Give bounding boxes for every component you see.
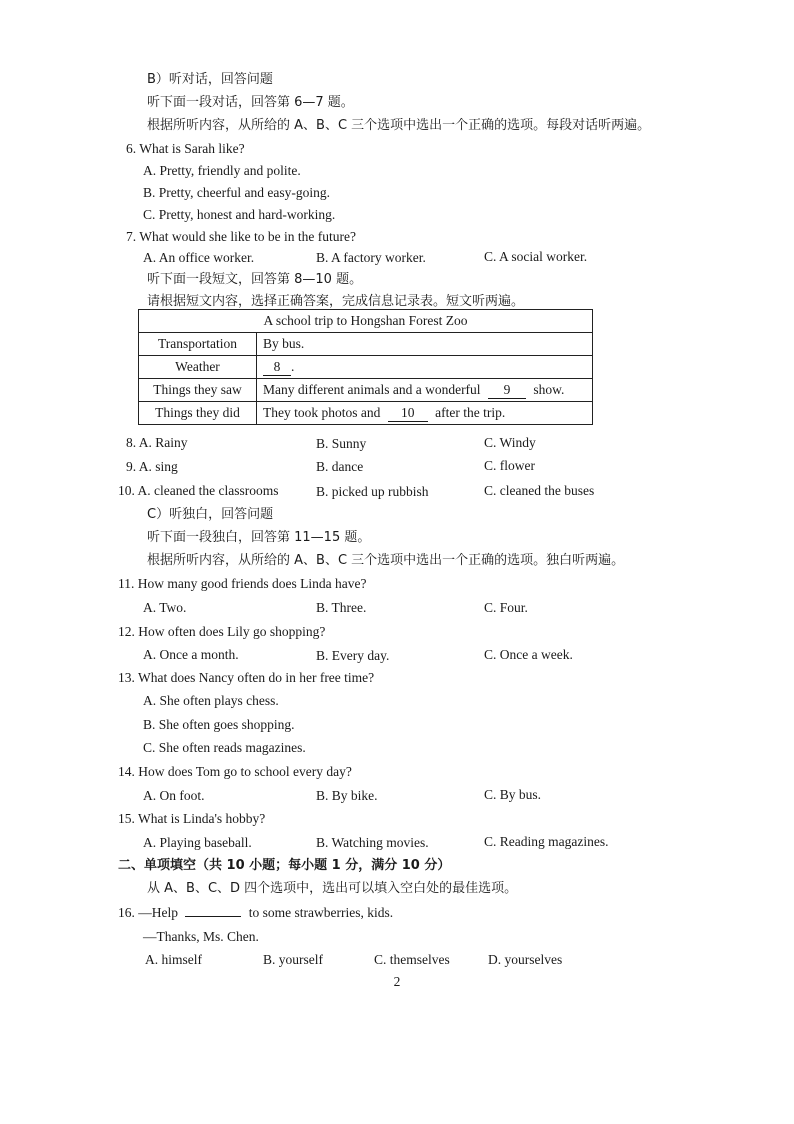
page-number: 2 [393,974,401,989]
q16-option-d: D. yourselves [488,952,563,967]
section-b-instruction-1: 听下面一段对话，回答第 6—7 题。 [147,95,354,110]
section-b-heading: B）听对话，回答问题 [147,72,273,87]
table-row-label: Things they did [139,402,257,425]
q16-option-b: B. yourself [263,952,323,967]
table-row-value [257,402,593,425]
table-row-label: Things they saw [139,379,257,402]
q16-line-2: —Thanks, Ms. Chen. [143,929,259,944]
q7-option-b: B. A factory worker. [316,250,426,265]
value-text: Many different animals and a wonderful [263,381,481,397]
q11-option-c: C. Four. [484,600,528,615]
q11-option-b: B. Three. [316,600,367,615]
table-row [139,379,593,402]
q12-option-c: C. Once a week. [484,647,573,662]
q11-option-a: A. Two. [143,600,187,615]
table-row [139,402,593,425]
q16-blank [185,916,241,917]
q14-option-c: C. By bus. [484,787,542,802]
blank-10: 10 [388,405,428,422]
value-text: after the trip. [435,404,506,420]
part2-heading: 二、单项填空（共 10 小题；每小题 1 分，满分 10 分） [118,858,451,873]
q6-option-b: B. Pretty, cheerful and easy-going. [143,185,330,200]
q14-option-a: A. On foot. [143,788,205,803]
q9-option-b: B. dance [316,459,364,474]
info-record-table [138,309,593,425]
section-c-heading: C）听独白，回答问题 [147,507,274,522]
table-title: A school trip to Hongshan Forest Zoo [139,310,593,333]
q12-stem: 12. How often does Lily go shopping? [118,624,326,639]
table-title-row [139,310,593,333]
value-text: They took photos and [263,404,381,420]
q16-line-1 [118,904,393,922]
q9-option-a: 9. A. sing [126,459,178,474]
table-row-label: Weather [139,356,257,379]
q7-stem: 7. What would she like to be in the future? [126,229,356,244]
q9-option-c: C. flower [484,458,535,473]
q10-option-c: C. cleaned the buses [484,483,595,498]
q6-option-a: A. Pretty, friendly and polite. [143,163,301,178]
q15-option-a: A. Playing baseball. [143,835,252,850]
section-c-instruction-1: 听下面一段独白，回答第 11—15 题。 [147,530,371,545]
value-text: . [291,358,295,374]
q7-option-a: A. An office worker. [143,250,255,265]
table-row-label: Transportation [139,333,257,356]
q15-stem: 15. What is Linda's hobby? [118,811,266,826]
value-text: By bus. [263,336,305,351]
q15-option-b: B. Watching movies. [316,835,429,850]
q16-stem-pre: 16. —Help [118,905,178,920]
section-c-instruction-2: 根据所听内容，从所给的 A、B、C 三个选项中选出一个正确的选项。独白听两遍。 [147,553,625,568]
q7-option-c: C. A social worker. [484,249,588,264]
q15-option-c: C. Reading magazines. [484,834,609,849]
q12-option-a: A. Once a month. [143,647,239,662]
blank-8: 8 [263,359,291,376]
passage-instruction-2: 请根据短文内容，选择正确答案，完成信息记录表。短文听两遍。 [147,294,525,309]
q6-stem: 6. What is Sarah like? [126,141,245,156]
passage-instruction-1: 听下面一段短文，回答第 8—10 题。 [147,272,363,287]
q11-stem: 11. How many good friends does Linda have? [118,576,367,591]
table-row [139,356,593,379]
q16-stem-post: to some strawberries, kids. [248,905,394,920]
blank-9: 9 [488,382,526,399]
q8-option-b: B. Sunny [316,436,367,451]
q10-option-a: 10. A. cleaned the classrooms [118,483,279,498]
q6-option-c: C. Pretty, honest and hard-working. [143,207,336,222]
q16-option-c: C. themselves [374,952,450,967]
table-row-value [257,356,593,379]
q14-stem: 14. How does Tom go to school every day? [118,764,352,779]
q12-option-b: B. Every day. [316,648,390,663]
q16-option-a: A. himself [145,952,202,967]
q13-stem: 13. What does Nancy often do in her free time? [118,670,375,685]
q13-option-b: B. She often goes shopping. [143,717,295,732]
section-b-instruction-2: 根据所听内容，从所给的 A、B、C 三个选项中选出一个正确的选项。每段对话听两遍。 [147,118,651,133]
q13-option-a: A. She often plays chess. [143,693,279,708]
part2-instruction: 从 A、B、C、D 四个选项中，选出可以填入空白处的最佳选项。 [147,881,518,896]
q13-option-c: C. She often reads magazines. [143,740,306,755]
q8-option-c: C. Windy [484,435,536,450]
value-text: show. [533,381,565,397]
table-row-value [257,379,593,402]
table-row-value [257,333,593,356]
q10-option-b: B. picked up rubbish [316,484,429,499]
q8-option-a: 8. A. Rainy [126,435,188,450]
table-row [139,333,593,356]
q14-option-b: B. By bike. [316,788,378,803]
